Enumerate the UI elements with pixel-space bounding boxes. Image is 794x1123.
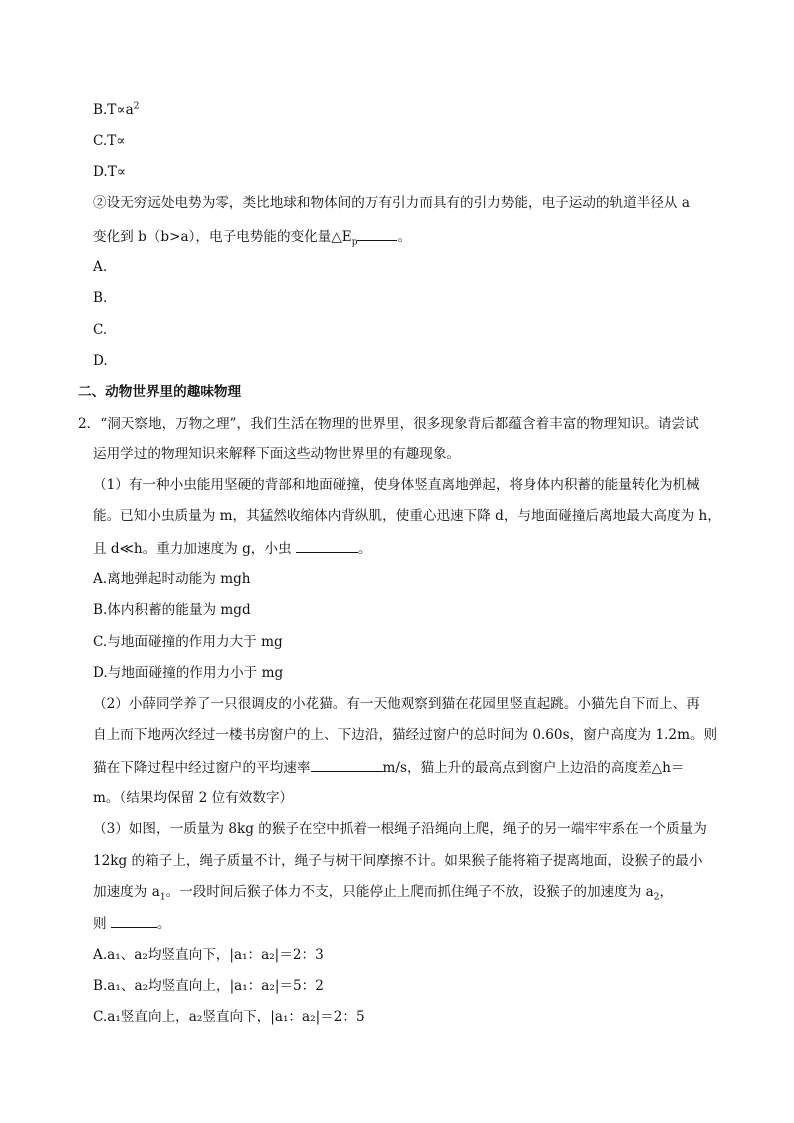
sub2-text-2: m/s，猫上升的最高点到窗户上边沿的高度差△h＝: [382, 760, 685, 776]
sub3-end: ，: [659, 884, 674, 900]
option-b-text: B.T∝a: [93, 102, 134, 118]
choice-a: A.: [93, 259, 108, 275]
sub1-text: 且 d≪h。重力加速度为 g，小虫: [93, 541, 296, 557]
sub3-end-2: 。: [156, 916, 171, 932]
sub2-line-3: [93, 757, 684, 778]
sub3-line-4: [93, 913, 171, 934]
answer-blank: [111, 913, 157, 928]
problem-2-line-2: 运用学过的物理知识来解释下面这些动物世界里的有趣现象。: [93, 446, 461, 462]
superscript: 2: [133, 101, 140, 112]
subscript: 1: [159, 892, 166, 903]
sub3-text: 加速度为 a: [93, 884, 160, 900]
sub2-line-2: 自上而下地两次经过一楼书房窗户的上、下边沿，猫经过窗户的总时间为 0.60s，窗户高度为 1.2m。则: [93, 727, 718, 743]
option-c-line: C.T∝: [93, 133, 126, 149]
sub1-line-2: 能。已知小虫质量为 m，其猛然收缩体内背纵肌，使重心迅速下降 d，与地面碰撞后离地最大高度为 h，: [93, 508, 721, 524]
sub1-choice-a: A.离地弹起时动能为 mgh: [93, 571, 251, 587]
sub1-choice-d: D.与地面碰撞的作用力小于 mg: [93, 665, 284, 681]
sub3-choice-b: B.a₁、a₂均竖直向上，|a₁：a₂|＝5：2: [93, 978, 324, 994]
choice-b: B.: [93, 290, 108, 306]
sub1-line-1: （1）有一种小虫能用坚硬的背部和地面碰撞，使身体竖直离地弹起，将身体内积蓄的能量转化为机械: [93, 477, 700, 493]
sub2-line-1: （2）小薛同学养了一只很调皮的小花猫。有一天他观察到猫在花园里竖直起跳。小猫先自下而上、再: [93, 696, 700, 712]
sub3-line-3: [93, 882, 673, 902]
sub3-text-2: 。一段时间后猴子体力不支，只能停止上爬而抓住绳子不放，设猴子的加速度为 a: [165, 884, 654, 900]
sub3-text-3: 则: [93, 916, 111, 932]
question-2-part-a: ②设无穷远处电势为零，类比地球和物体间的万有引力而具有的引力势能，电子运动的轨道半径从 a: [93, 195, 690, 211]
sub3-line-2: 12kg 的箱子上，绳子质量不计，绳子与树干间摩擦不计。如果猴子能将箱子提离地面，设猴子的最小: [93, 853, 703, 869]
sub3-line-1: （3）如图，一质量为 8kg 的猴子在空中抓着一根绳子沿绳向上爬，绳子的另一端牢牢系在一个质量为: [93, 821, 707, 837]
sub3-choice-a: A.a₁、a₂均竖直向下，|a₁：a₂|＝2：3: [93, 947, 324, 963]
choice-c: C.: [93, 322, 108, 338]
sub2-line-4: m。（结果均保留 2 位有效数字）: [93, 790, 294, 806]
q2b-end: 。: [397, 229, 412, 245]
sub1-end: 。: [357, 541, 372, 557]
choice-d: D.: [93, 353, 108, 369]
subscript: p: [351, 237, 358, 248]
answer-blank: [311, 757, 383, 772]
sub1-line-3: [93, 538, 371, 559]
answer-blank: [296, 538, 358, 553]
question-2-part-b: [93, 226, 411, 247]
subscript: 2: [653, 892, 660, 903]
option-b-line: [93, 100, 139, 120]
q2b-text: 变化到 b（b>a），电子电势能的变化量△E: [93, 229, 352, 245]
option-d-line: D.T∝: [93, 164, 127, 180]
sub3-choice-c: C.a₁竖直向上，a₂竖直向下，|a₁：a₂|＝2：5: [93, 1009, 365, 1025]
answer-blank: [357, 226, 397, 241]
problem-2-line-1: 2．“洞天察地，万物之理”，我们生活在物理的世界里，很多现象背后都蕴含着丰富的物理知识。请尝试: [78, 416, 699, 432]
sub1-choice-c: C.与地面碰撞的作用力大于 mg: [93, 634, 283, 650]
section-heading: 二、动物世界里的趣味物理: [78, 384, 242, 400]
sub1-choice-b: B.体内积蓄的能量为 mgd: [93, 602, 251, 618]
sub2-text: 猫在下降过程中经过窗户的平均速率: [93, 760, 311, 776]
